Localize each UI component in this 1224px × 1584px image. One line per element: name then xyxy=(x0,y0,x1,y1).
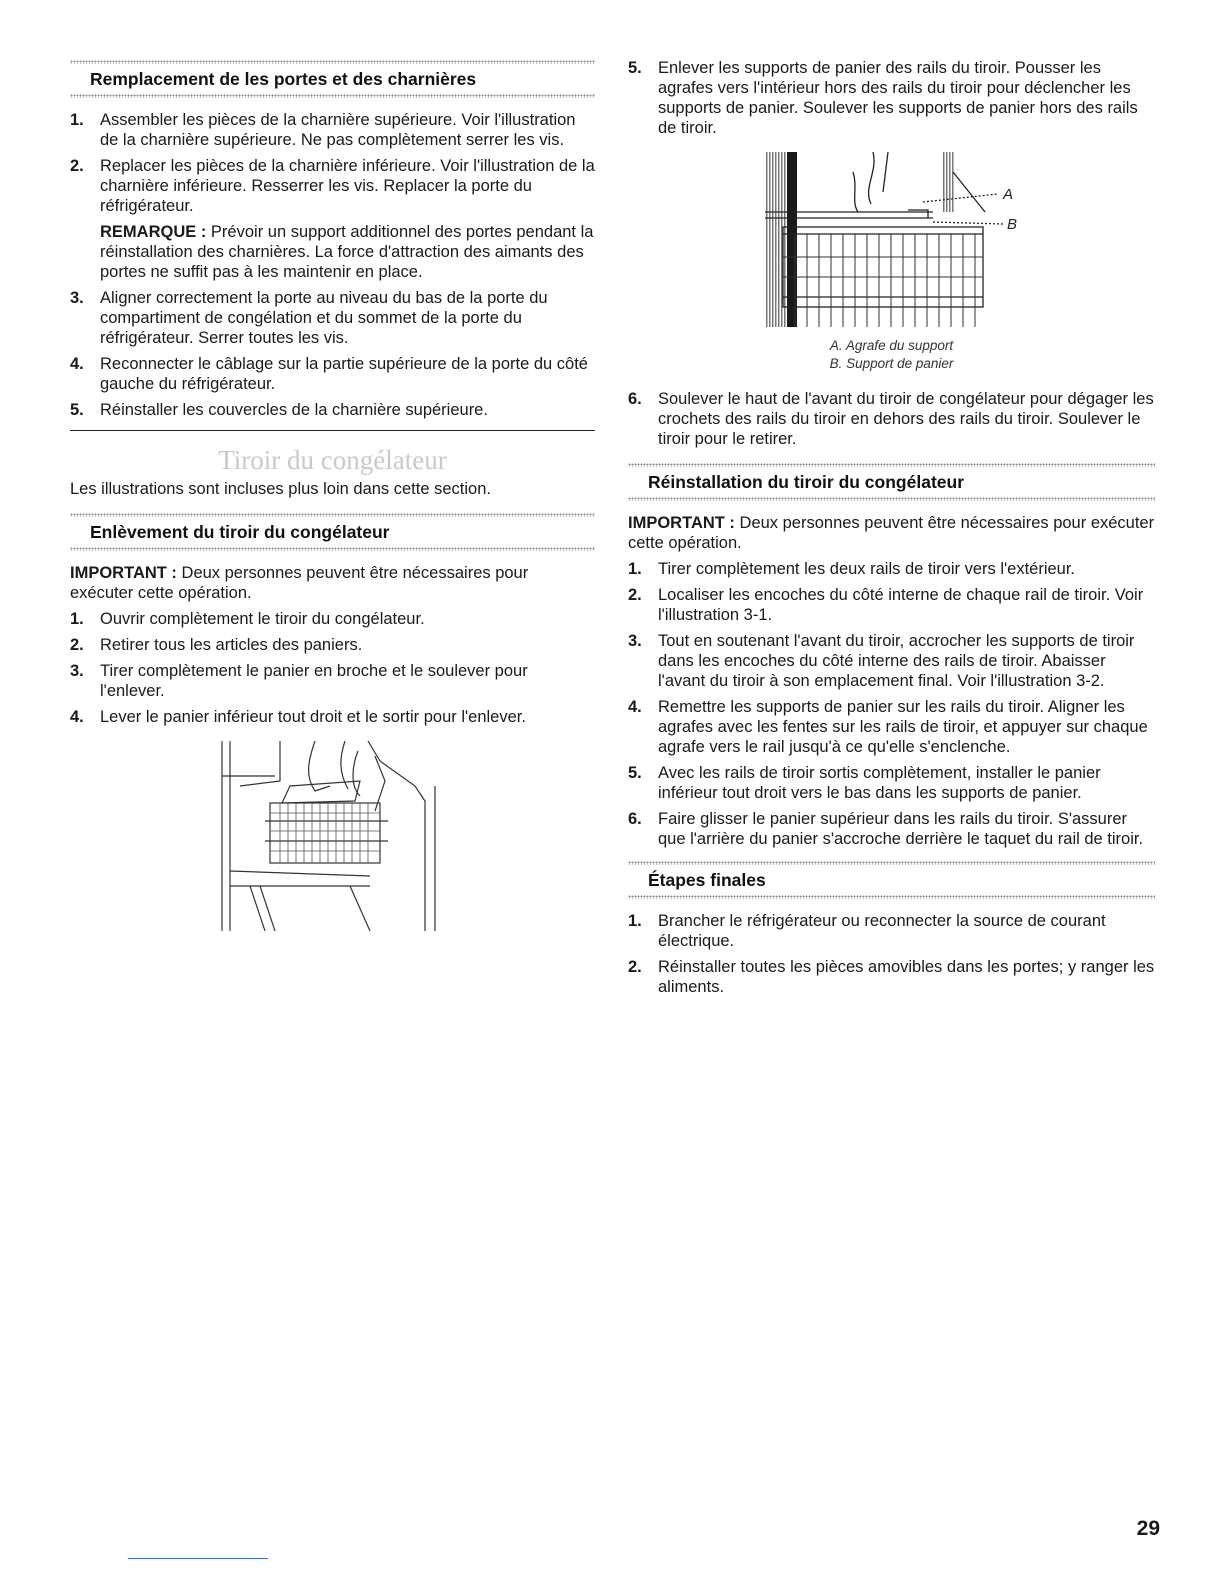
freezer-drawer-illustration xyxy=(220,741,440,931)
right-column xyxy=(628,0,1155,1003)
reinstall-important: IMPORTANT : Deux personnes peuvent être nécessaires pour exécuter cette opération. xyxy=(628,514,1155,552)
footer-link-rule xyxy=(128,1558,268,1559)
page-number: 29 xyxy=(1136,1517,1160,1540)
dotted-rule xyxy=(70,513,595,517)
section-divider xyxy=(70,430,595,431)
removal-steps-final xyxy=(628,389,1155,449)
list-item: 3. Aligner correctement la porte au niveau du bas de la porte du compartiment de congélation et du sommet de la porte du réfrigérateur. Serrer toutes les vis. xyxy=(70,289,548,347)
final-steps xyxy=(628,911,1155,997)
dotted-rule xyxy=(628,463,1155,467)
list-item: 5. Enlever les supports de panier des rails du tiroir. Pousser les agrafes vers l'intérieur hors des rails du tiroir pour déclencher les supports de panier. Soulever les supports de panier hors des rails de tiroir. xyxy=(628,59,1138,137)
figure-caption-b: B. Support de panier xyxy=(829,356,954,371)
section-intro: Les illustrations sont incluses plus loin dans cette section. xyxy=(70,480,491,498)
label-b: B xyxy=(1007,216,1018,233)
list-item: 6. Faire glisser le panier supérieur dans les rails du tiroir. S'assurer que l'arrière du panier s'accroche derrière le taquet du rail de tiroir. xyxy=(628,810,1144,848)
basket-lift-drawing xyxy=(220,741,440,931)
reinstall-heading: Réinstallation du tiroir du congélateur xyxy=(648,472,964,492)
dotted-rule xyxy=(70,60,595,64)
list-item: 1. Assembler les pièces de la charnière supérieure. Voir l'illustration de la charnière supérieure. Ne pas complètement serrer les vis. xyxy=(70,111,576,149)
removal-heading: Enlèvement du tiroir du congélateur xyxy=(90,522,390,542)
label-a: A xyxy=(1003,186,1014,203)
final-steps-heading: Étapes finales xyxy=(648,870,766,890)
dotted-rule xyxy=(628,497,1155,501)
section-title: Tiroir du congélateur xyxy=(218,445,447,475)
list-item: 5. Avec les rails de tiroir sortis complètement, installer le panier inférieur tout droit vers le bas dans les supports de panier. xyxy=(628,764,1101,802)
removal-important: IMPORTANT : Deux personnes peuvent être nécessaires pour exécuter cette opération. xyxy=(70,564,529,602)
list-item: 3. Tout en soutenant l'avant du tiroir, accrocher les supports de tiroir dans les encoches du côté interne des rails de tiroir. Abaisser l'avant du tiroir à son emplacement final. Voir l'illustration 3-2. xyxy=(628,632,1135,690)
left-column xyxy=(70,0,595,931)
hinges-heading: Remplacement de les portes et des charnières xyxy=(90,69,477,89)
hinges-note: REMARQUE : Prévoir un support additionnel des portes pendant la réinstallation des charnières. La force d'attraction des aimants des portes ne suffit pas à les maintenir en place. xyxy=(100,223,594,281)
list-item: 4. Reconnecter le câblage sur la partie supérieure de la porte du côté gauche du réfrigérateur. xyxy=(70,355,588,393)
list-item: 1. Ouvrir complètement le tiroir du congélateur. xyxy=(70,610,425,628)
list-item: 5. Réinstaller les couvercles de la charnière supérieure. xyxy=(70,401,488,419)
list-item: 2. Retirer tous les articles des paniers. xyxy=(70,636,363,654)
basket-support-illustration xyxy=(763,152,1033,327)
list-item: 3. Tirer complètement le panier en broche et le soulever pour l'enlever. xyxy=(70,662,528,700)
list-item: 6. Soulever le haut de l'avant du tiroir de congélateur pour dégager les crochets des rails du tiroir en dehors des rails du tiroir. Soulever le tiroir pour le retirer. xyxy=(628,390,1154,448)
list-item: 4. Remettre les supports de panier sur les rails du tiroir. Aligner les agrafes avec les fentes sur les rails de tiroir, et appuyer sur chaque agrafe vers le rail jusqu'à ce qu'elle s'enclenche. xyxy=(628,698,1148,756)
figure-caption-a: A. Agrafe du support xyxy=(829,338,954,353)
hinges-steps xyxy=(70,110,595,216)
basket-support-drawing xyxy=(763,152,1033,327)
dotted-rule xyxy=(628,861,1155,865)
dotted-rule xyxy=(70,94,595,98)
list-item: 1. Brancher le réfrigérateur ou reconnecter la source de courant électrique. xyxy=(628,912,1106,950)
removal-steps xyxy=(70,609,595,727)
list-item: 2. Réinstaller toutes les pièces amovibles dans les portes; y ranger les aliments. xyxy=(628,958,1155,996)
removal-steps-continued xyxy=(628,58,1155,138)
list-item: 4. Lever le panier inférieur tout droit et le sortir pour l'enlever. xyxy=(70,708,526,726)
hinges-steps-continued xyxy=(70,288,595,420)
list-item: 2. Replacer les pièces de la charnière inférieure. Voir l'illustration de la charnière inférieure. Resserrer les vis. Replacer la porte du réfrigérateur. xyxy=(70,157,595,215)
dotted-rule xyxy=(70,547,595,551)
list-item: 1. Tirer complètement les deux rails de tiroir vers l'extérieur. xyxy=(628,560,1076,578)
dotted-rule xyxy=(628,895,1155,899)
reinstall-steps xyxy=(628,559,1155,849)
list-item: 2. Localiser les encoches du côté interne de chaque rail de tiroir. Voir l'illustration 3-1. xyxy=(628,586,1144,624)
